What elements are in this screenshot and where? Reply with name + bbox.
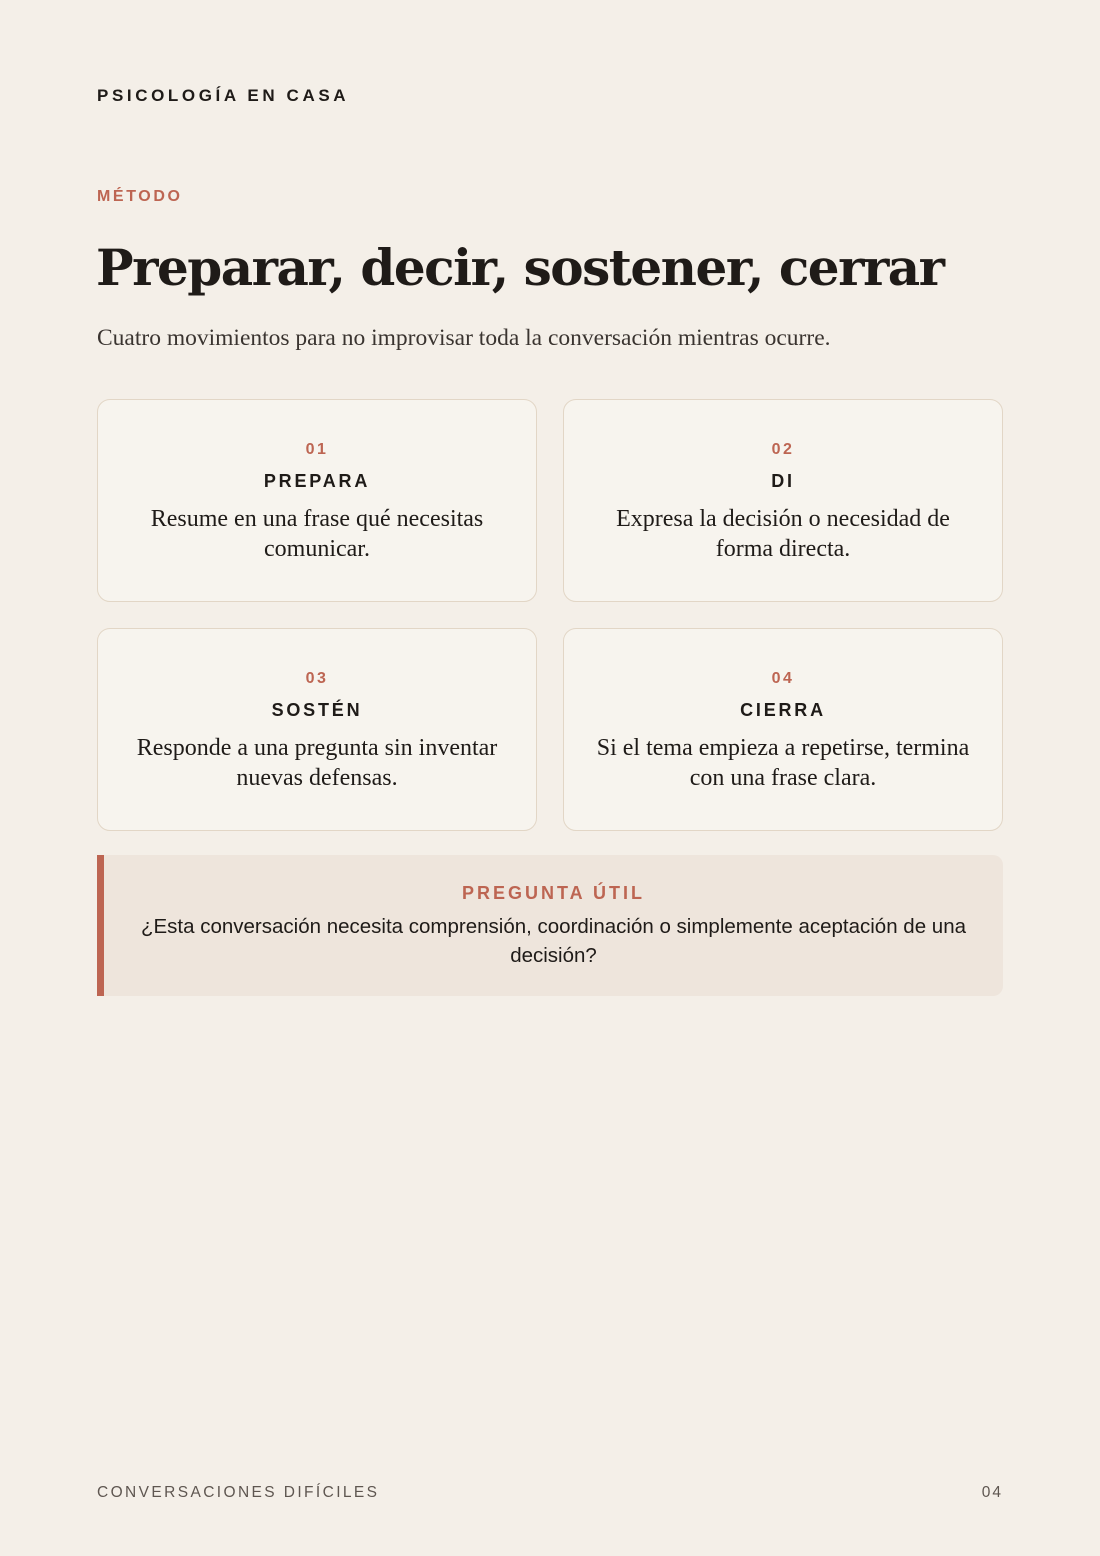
step-description: Expresa la decisión o necesidad de forma directa.	[616, 506, 950, 562]
step-number: 02	[771, 441, 795, 458]
step-description: Responde a una pregunta sin inventar nuevas defensas.	[136, 735, 498, 791]
step-number: 01	[305, 441, 329, 458]
step-card-cierra	[563, 628, 1003, 831]
step-number: 04	[771, 670, 795, 687]
step-description: Si el tema empieza a repetirse, termina con una frase clara.	[596, 735, 970, 791]
useful-question-callout	[97, 855, 1003, 996]
steps-grid	[97, 399, 1003, 831]
section-eyebrow: MÉTODO	[97, 188, 183, 205]
page-number: 04	[981, 1484, 1003, 1501]
step-card-prepara	[97, 399, 537, 602]
callout-label: PREGUNTA ÚTIL	[462, 883, 645, 903]
step-title: SOSTÉN	[271, 700, 363, 720]
step-title: CIERRA	[740, 700, 826, 720]
step-card-di	[563, 399, 1003, 602]
step-title: PREPARA	[263, 471, 371, 491]
page-title: Preparar, decir, sostener, cerrar	[96, 238, 944, 297]
step-card-sosten	[97, 628, 537, 831]
brand-name: PSICOLOGÍA EN CASA	[97, 86, 350, 105]
callout-text: ¿Esta conversación necesita comprensión, coordinación o simplemente aceptación de una decisión?	[140, 915, 967, 967]
page-subtitle: Cuatro movimientos para no improvisar toda la conversación mientras ocurre.	[97, 325, 831, 351]
step-number: 03	[305, 670, 329, 687]
step-title: DI	[771, 471, 795, 491]
step-description: Resume en una frase qué necesitas comunicar.	[150, 506, 484, 562]
footer-title: CONVERSACIONES DIFÍCILES	[97, 1484, 380, 1501]
